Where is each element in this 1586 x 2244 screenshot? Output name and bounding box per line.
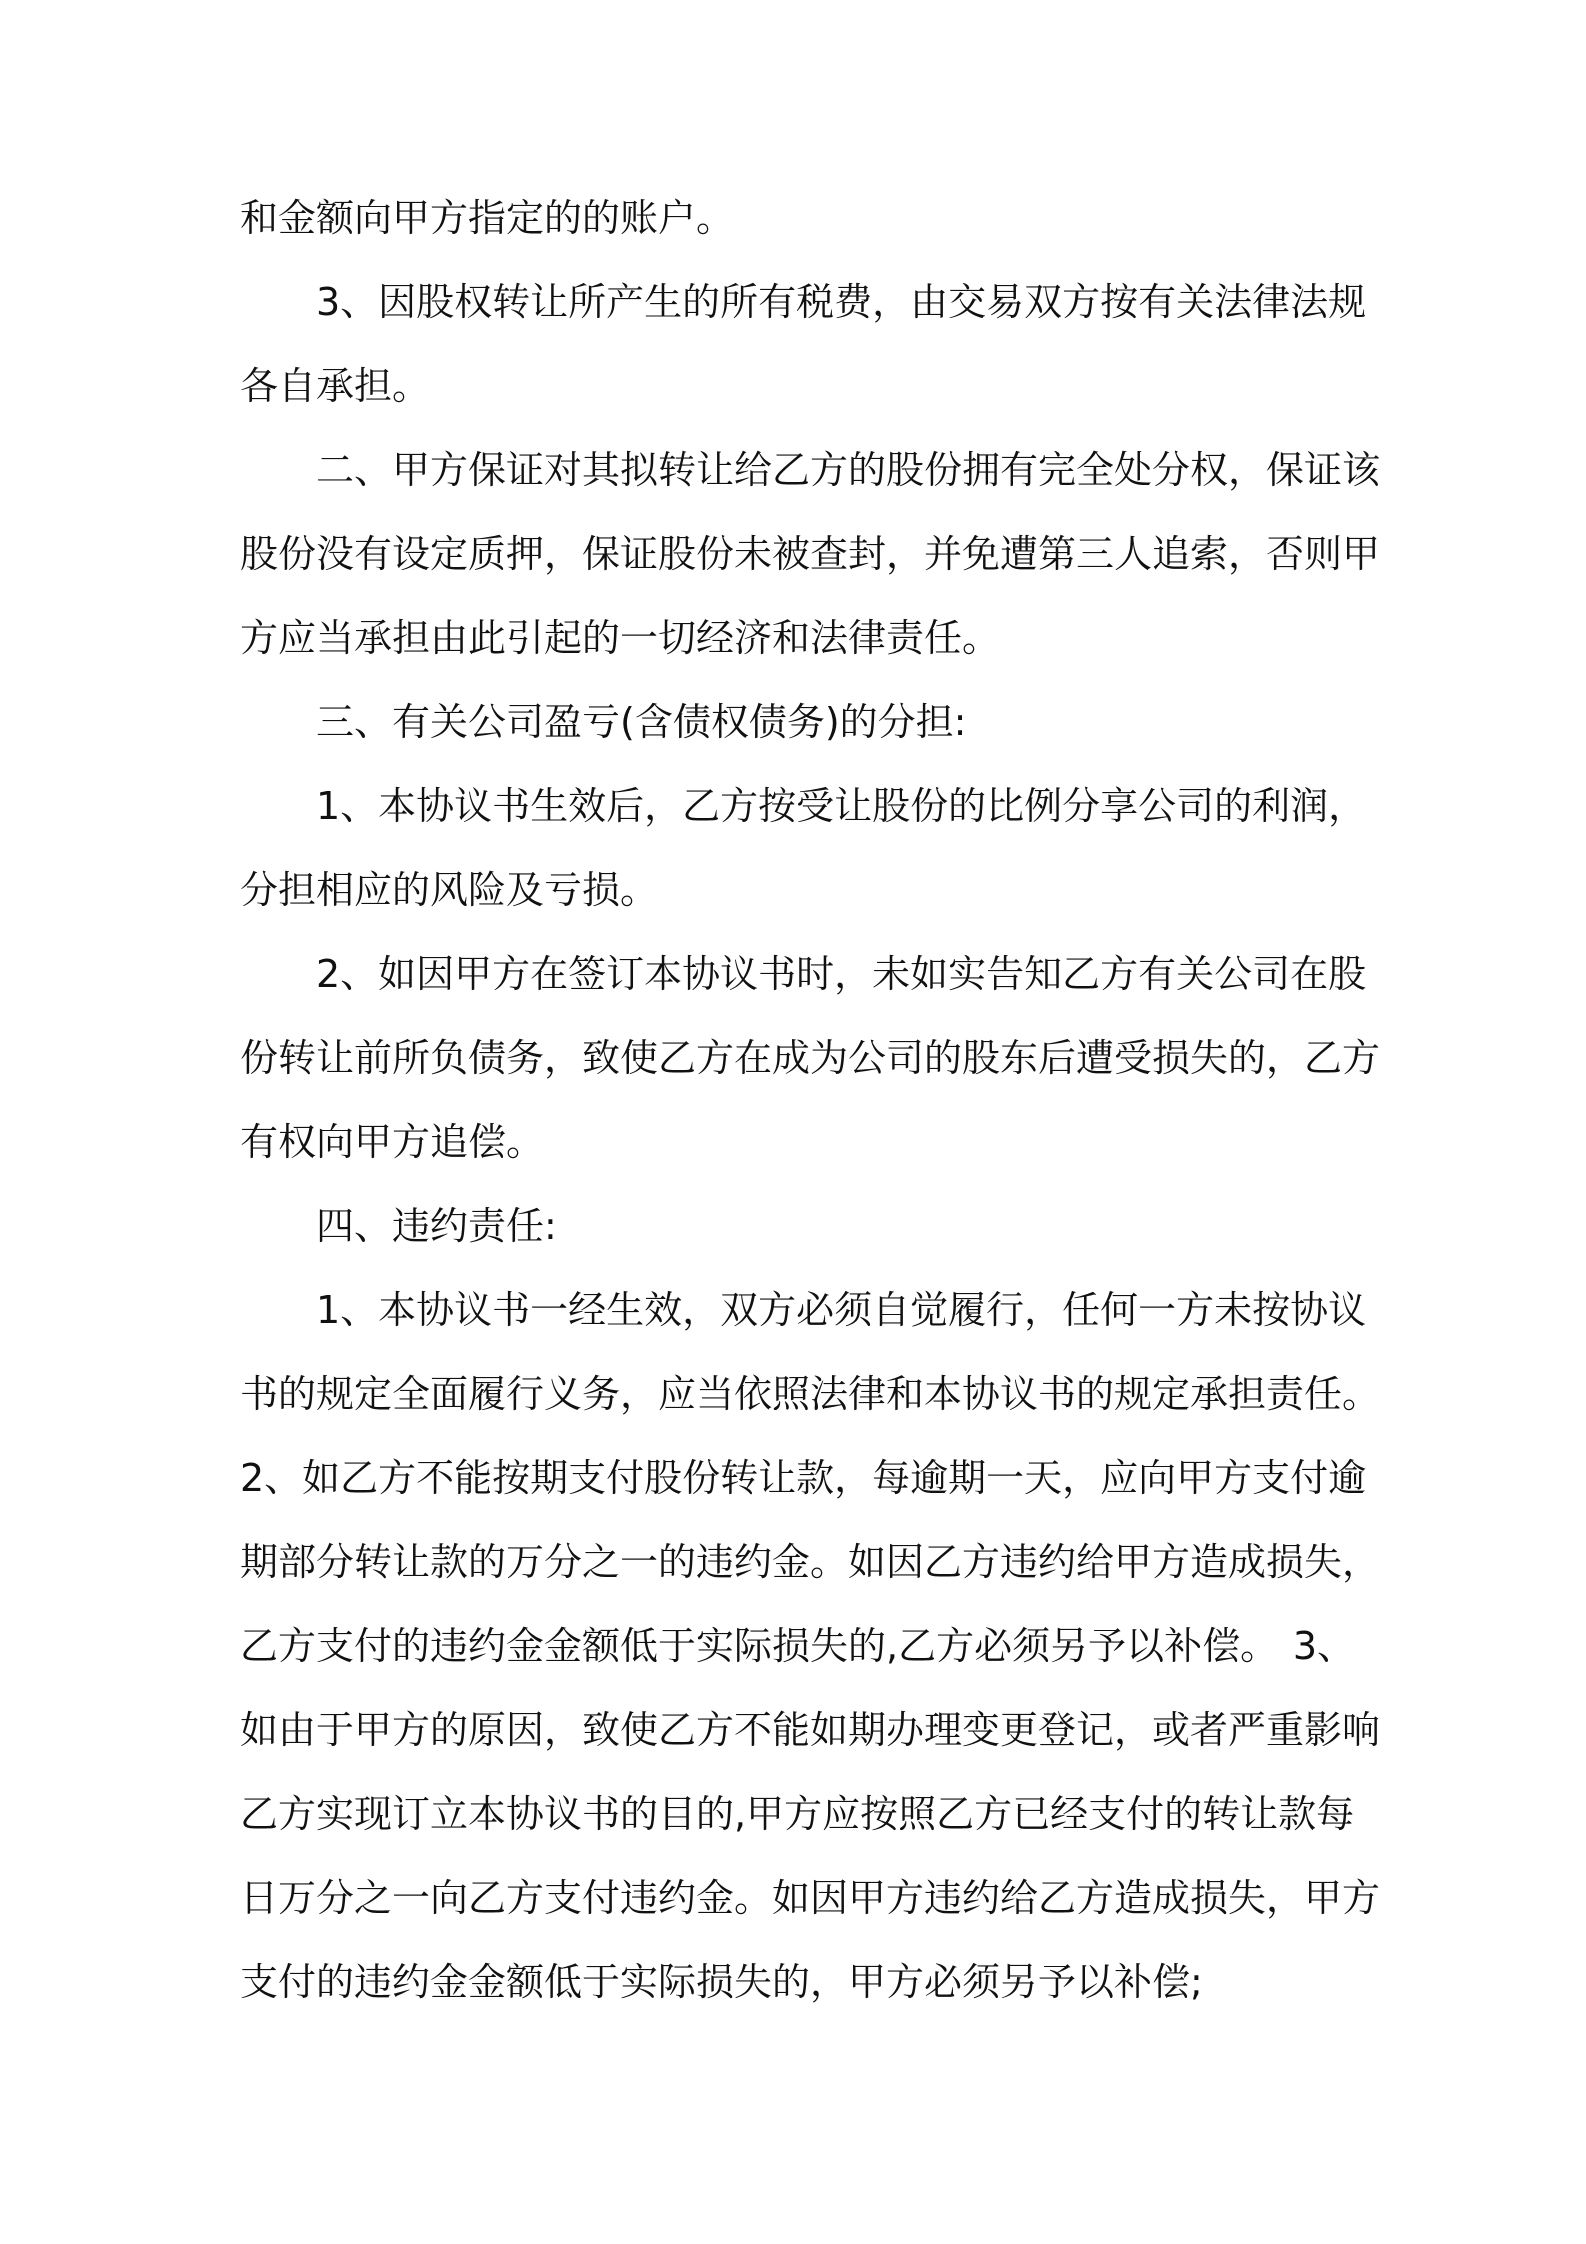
text-line-21: 日万分之一向乙方支付违约金。如因甲方违约给乙方造成损失，甲方: [240, 1876, 1381, 1920]
text-line-4: 二、甲方保证对其拟转让给乙方的股份拥有完全处分权，保证该: [316, 448, 1381, 492]
text-line-14: 1、本协议书一经生效，双方必须自觉履行，任何一方未按协议: [316, 1288, 1367, 1332]
text-line-16: 2、如乙方不能按期支付股份转让款，每逾期一天，应向甲方支付逾: [240, 1456, 1367, 1500]
text-line-11: 份转让前所负债务，致使乙方在成为公司的股东后遭受损失的，乙方: [240, 1036, 1381, 1080]
text-line-18-main: 乙方支付的违约金金额低于实际损失的,乙方必须另予以补偿。: [240, 1624, 1279, 1668]
text-line-8: 1、本协议书生效后，乙方按受让股份的比例分享公司的利润，: [316, 784, 1367, 828]
text-line-9: 分担相应的风险及亏损。: [240, 868, 659, 912]
text-line-12: 有权向甲方追偿。: [240, 1120, 545, 1164]
text-line-1: 和金额向甲方指定的的账户。: [240, 196, 735, 240]
text-line-6: 方应当承担由此引起的一切经济和法律责任。: [240, 616, 1001, 660]
text-line-18: [240, 1616, 1355, 1676]
text-line-18-item-number: 3、: [1292, 1624, 1355, 1668]
section-heading-profit-loss: 三、有关公司盈亏(含债权债务)的分担:: [316, 700, 967, 744]
text-line-20: 乙方实现订立本协议书的目的,甲方应按照乙方已经支付的转让款每: [240, 1792, 1355, 1836]
text-line-19: 如由于甲方的原因，致使乙方不能如期办理变更登记，或者严重影响: [240, 1708, 1381, 1752]
text-line-15: 书的规定全面履行义务，应当依照法律和本协议书的规定承担责任。: [240, 1372, 1381, 1416]
text-line-17: 期部分转让款的万分之一的违约金。如因乙方违约给甲方造成损失，: [240, 1540, 1381, 1584]
text-line-10: 2、如因甲方在签订本协议书时，未如实告知乙方有关公司在股: [316, 952, 1367, 996]
text-line-2: 3、因股权转让所产生的所有税费，由交易双方按有关法律法规: [316, 280, 1367, 324]
text-line-22: 支付的违约金金额低于实际损失的，甲方必须另予以补偿;: [240, 1960, 1203, 2004]
text-line-5: 股份没有设定质押，保证股份未被查封，并免遭第三人追索，否则甲: [240, 532, 1381, 576]
text-line-3: 各自承担。: [240, 364, 431, 408]
section-heading-liability: 四、违约责任:: [316, 1204, 557, 1248]
